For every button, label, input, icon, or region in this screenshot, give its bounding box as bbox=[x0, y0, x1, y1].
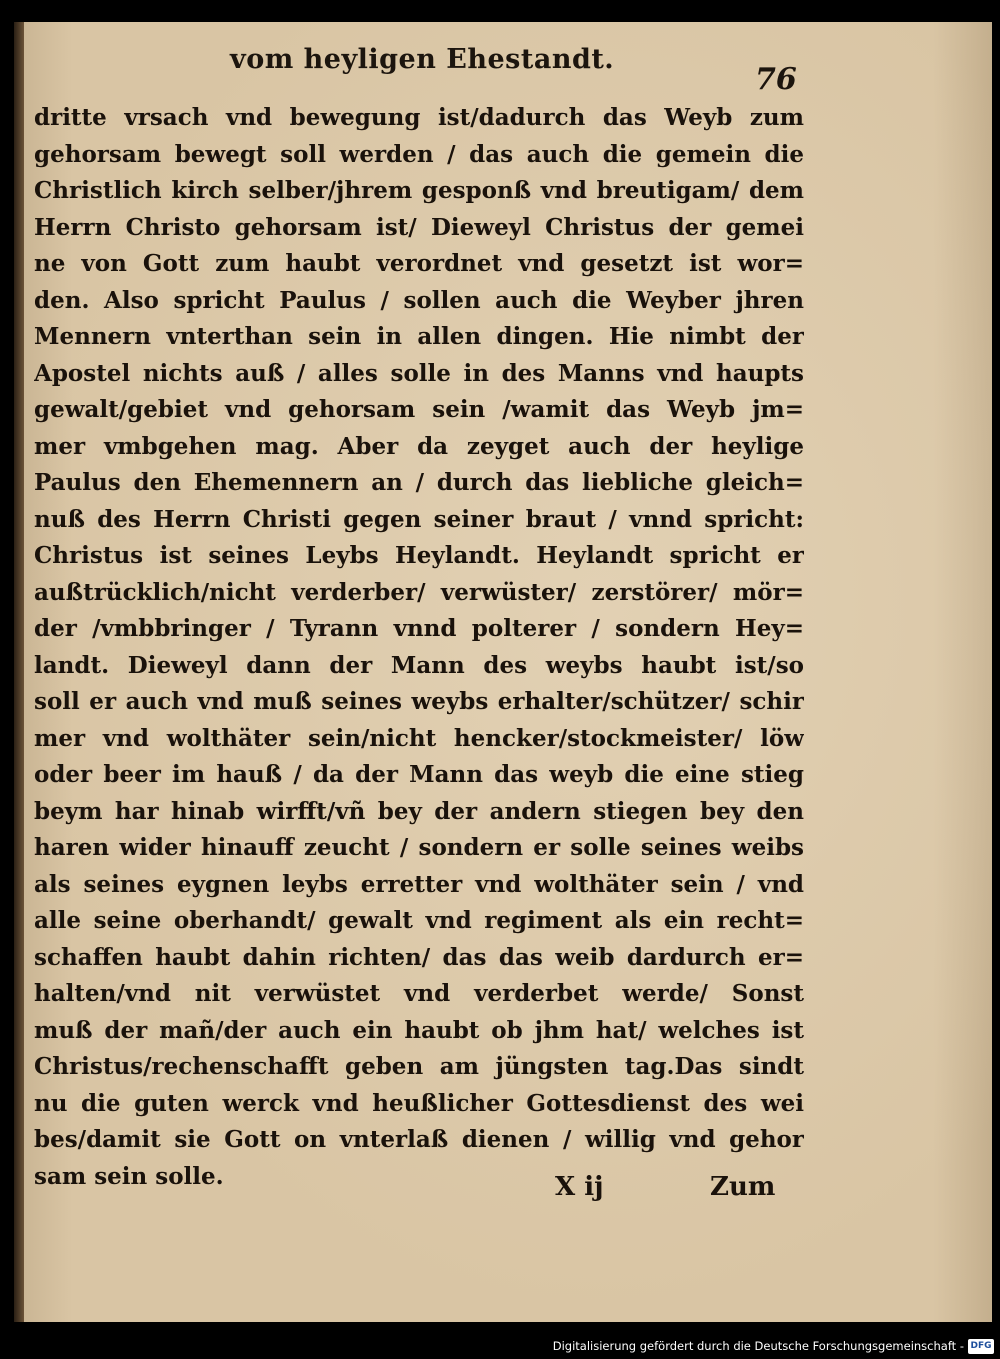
text-line: soll er auch vnd muß seines weybs erhalter/schützer/ schir bbox=[34, 688, 804, 715]
text-line: Christus/rechenschafft geben am jüngsten tag.Das sindt bbox=[34, 1053, 804, 1080]
text-line: mer vmbgehen mag. Aber da zeyget auch der heylige bbox=[34, 432, 804, 460]
text-line: Apostel nichts auß / alles solle in des Manns vnd haupts bbox=[34, 359, 804, 387]
text-line: gehorsam bewegt soll werden / das auch die gemein die bbox=[34, 140, 804, 168]
text-line: beym har hinab wirfft/vñ bey der andern stiegen bey den bbox=[34, 797, 804, 825]
text-line: muß der mañ/der auch ein haubt ob jhm hat/ welches ist bbox=[34, 1016, 804, 1044]
text-line: ne von Gott zum haubt verordnet vnd gesetzt ist wor= bbox=[34, 250, 804, 277]
text-line: Paulus den Ehemennern an / durch das liebliche gleich= bbox=[34, 469, 804, 496]
folio-page-number: 76 bbox=[755, 62, 797, 97]
dfg-logo-icon: DFG bbox=[968, 1339, 994, 1354]
text-line: den. Also spricht Paulus / sollen auch die Weyber jhren bbox=[34, 286, 804, 314]
running-head: vom heyligen Ehestandt. bbox=[230, 44, 615, 75]
text-line: Mennern vnterthan sein in allen dingen. Hie nimbt der bbox=[34, 323, 804, 350]
text-line: Christus ist seines Leybs Heylandt. Heylandt spricht er bbox=[34, 542, 804, 569]
text-line: landt. Dieweyl dann der Mann des weybs haubt ist/so bbox=[34, 651, 804, 679]
funding-credit: Digitalisierung gefördert durch die Deutsche Forschungsgemeinschaft - bbox=[552, 1339, 964, 1353]
text-line: haren wider hinauff zeucht / sondern er solle seines weibs bbox=[34, 834, 804, 861]
body-text-block bbox=[34, 100, 804, 1195]
text-line: halten/vnd nit verwüstet vnd verderbet werde/ Sonst bbox=[34, 980, 804, 1007]
catchword: Zum bbox=[710, 1172, 776, 1202]
text-line: nu die guten werck vnd heußlicher Gottesdienst des wei bbox=[34, 1089, 804, 1117]
text-line: mer vnd wolthäter sein/nicht hencker/stockmeister/ löw bbox=[34, 724, 804, 752]
text-line: dritte vrsach vnd bewegung ist/dadurch das Weyb zum bbox=[34, 104, 804, 131]
signature-mark: X ij bbox=[555, 1172, 604, 1202]
text-line: Christlich kirch selber/jhrem gesponß vnd breutigam/ dem bbox=[34, 177, 804, 204]
text-line: außtrücklich/nicht verderber/ verwüster/ zerstörer/ mör= bbox=[34, 578, 804, 606]
text-line: gewalt/gebiet vnd gehorsam sein /wamit das Weyb jm= bbox=[34, 396, 804, 423]
credit-bar bbox=[0, 1336, 1000, 1359]
text-line: als seines eygnen leybs erretter vnd wolthäter sein / vnd bbox=[34, 870, 804, 898]
text-line: alle seine oberhandt/ gewalt vnd regiment als ein recht= bbox=[34, 907, 804, 934]
text-line: bes/damit sie Gott on vnterlaß dienen / willig vnd gehor bbox=[34, 1126, 804, 1153]
text-line: der /vmbbringer / Tyrann vnnd polterer / sondern Hey= bbox=[34, 615, 804, 642]
text-line: Herrn Christo gehorsam ist/ Dieweyl Christus der gemei bbox=[34, 213, 804, 241]
text-line: schaffen haubt dahin richten/ das das weib dardurch er= bbox=[34, 943, 804, 971]
text-line-final: sam sein solle. bbox=[34, 1162, 224, 1190]
text-line: nuß des Herrn Christi gegen seiner braut / vnnd spricht: bbox=[34, 505, 804, 533]
page-gutter-shadow bbox=[14, 22, 24, 1322]
text-line: oder beer im hauß / da der Mann das weyb die eine stieg bbox=[34, 761, 804, 788]
